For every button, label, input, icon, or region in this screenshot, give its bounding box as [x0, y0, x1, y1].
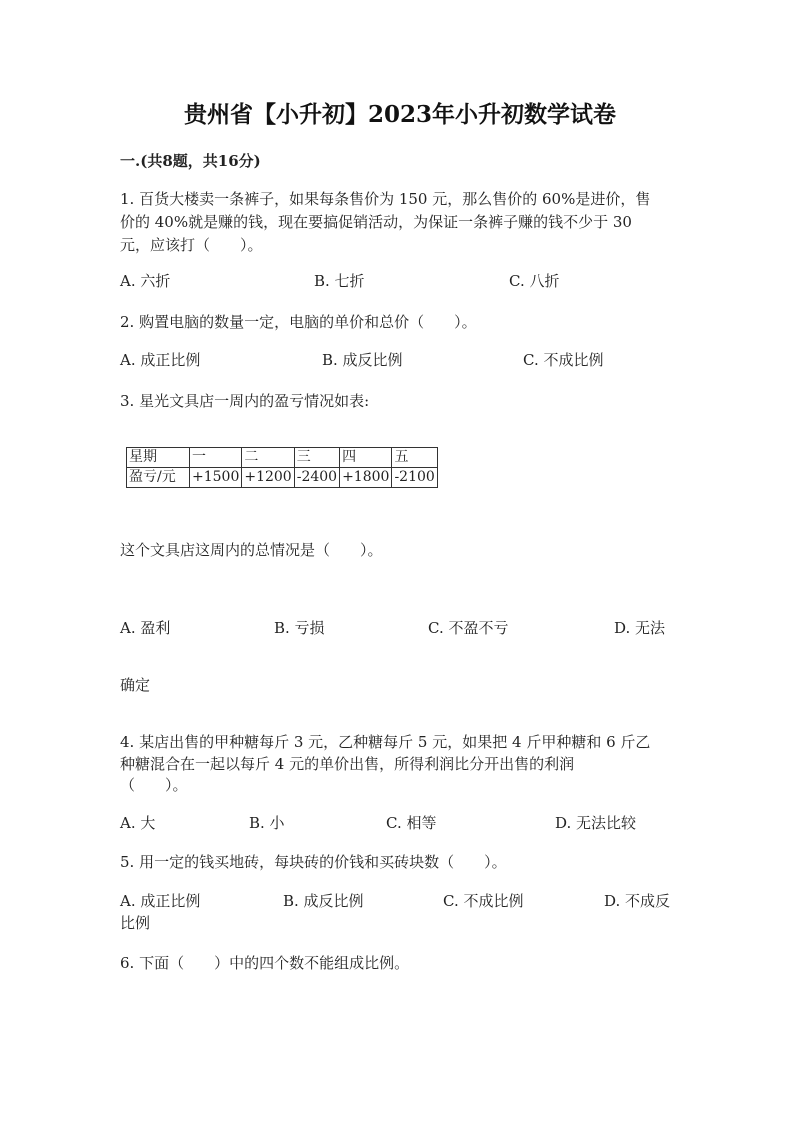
q3-option-b: B. 亏损 [274, 619, 325, 637]
q1-option-c: C. 八折 [509, 272, 560, 290]
q5-option-b: B. 成反比例 [283, 892, 364, 910]
q3-option-d-continued: 确定 [120, 676, 151, 694]
q2-option-a: A. 成正比例 [120, 351, 201, 369]
table-cell: -2100 [392, 468, 437, 488]
page-title: 贵州省【小升初】2023年小升初数学试卷 [183, 101, 616, 128]
table-cell: +1200 [242, 468, 294, 488]
q1-option-b: B. 七折 [314, 272, 365, 290]
q4-option-d: D. 无法比较 [555, 814, 637, 832]
question-3: 3. 星光文具店一周内的盈亏情况如表: [120, 392, 370, 410]
q4-option-b: B. 小 [249, 814, 285, 832]
table-row [127, 468, 438, 488]
table-cell: 五 [392, 448, 437, 468]
question-3-prompt: 这个文具店这周内的总情况是（ ）。 [120, 541, 383, 559]
q3-option-c: C. 不盈不亏 [428, 619, 509, 637]
table-cell: 三 [294, 448, 339, 468]
q3-option-a: A. 盈利 [120, 619, 171, 637]
section-heading: 一.(共8题，共16分) [120, 152, 261, 170]
q5-option-c: C. 不成比例 [443, 892, 524, 910]
question-2: 2. 购置电脑的数量一定，电脑的单价和总价（ ）。 [120, 313, 477, 331]
table-cell: 星期 [127, 448, 190, 468]
q5-option-d: D. 不成反 [604, 892, 671, 910]
profit-loss-table [126, 447, 438, 488]
table-cell: 四 [340, 448, 392, 468]
q5-option-a: A. 成正比例 [120, 892, 201, 910]
question-5: 5. 用一定的钱买地砖，每块砖的价钱和买砖块数（ ）。 [120, 853, 507, 871]
q4-option-c: C. 相等 [386, 814, 437, 832]
q5-option-d-continued: 比例 [120, 914, 151, 932]
q1-option-a: A. 六折 [120, 272, 171, 290]
q4-option-a: A. 大 [120, 814, 156, 832]
question-6: 6. 下面（ ）中的四个数不能组成比例。 [120, 954, 410, 972]
question-1-line-1: 1. 百货大楼卖一条裤子，如果每条售价为 150 元，那么售价的 60%是进价，售 [120, 190, 651, 208]
table-cell: 二 [242, 448, 294, 468]
question-4-line-1: 4. 某店出售的甲种糖每斤 3 元，乙种糖每斤 5 元，如果把 4 斤甲种糖和 6 斤乙 [120, 733, 651, 751]
table-cell: 一 [190, 448, 242, 468]
table-cell: -2400 [294, 468, 339, 488]
question-1-line-3: 元，应该打（ ）。 [120, 236, 263, 254]
table-cell: 盈亏/元 [127, 468, 190, 488]
question-4-line-3: （ ）。 [120, 776, 188, 794]
question-1-line-2: 价的 40%就是赚的钱，现在要搞促销活动，为保证一条裤子赚的钱不少于 30 [120, 213, 632, 231]
q2-option-c: C. 不成比例 [523, 351, 604, 369]
q3-option-d: D. 无法 [614, 619, 666, 637]
table-cell: +1800 [340, 468, 392, 488]
question-4-line-2: 种糖混合在一起以每斤 4 元的单价出售，所得利润比分开出售的利润 [120, 755, 575, 773]
table-header-row [127, 448, 438, 468]
q2-option-b: B. 成反比例 [322, 351, 403, 369]
table-cell: +1500 [190, 468, 242, 488]
